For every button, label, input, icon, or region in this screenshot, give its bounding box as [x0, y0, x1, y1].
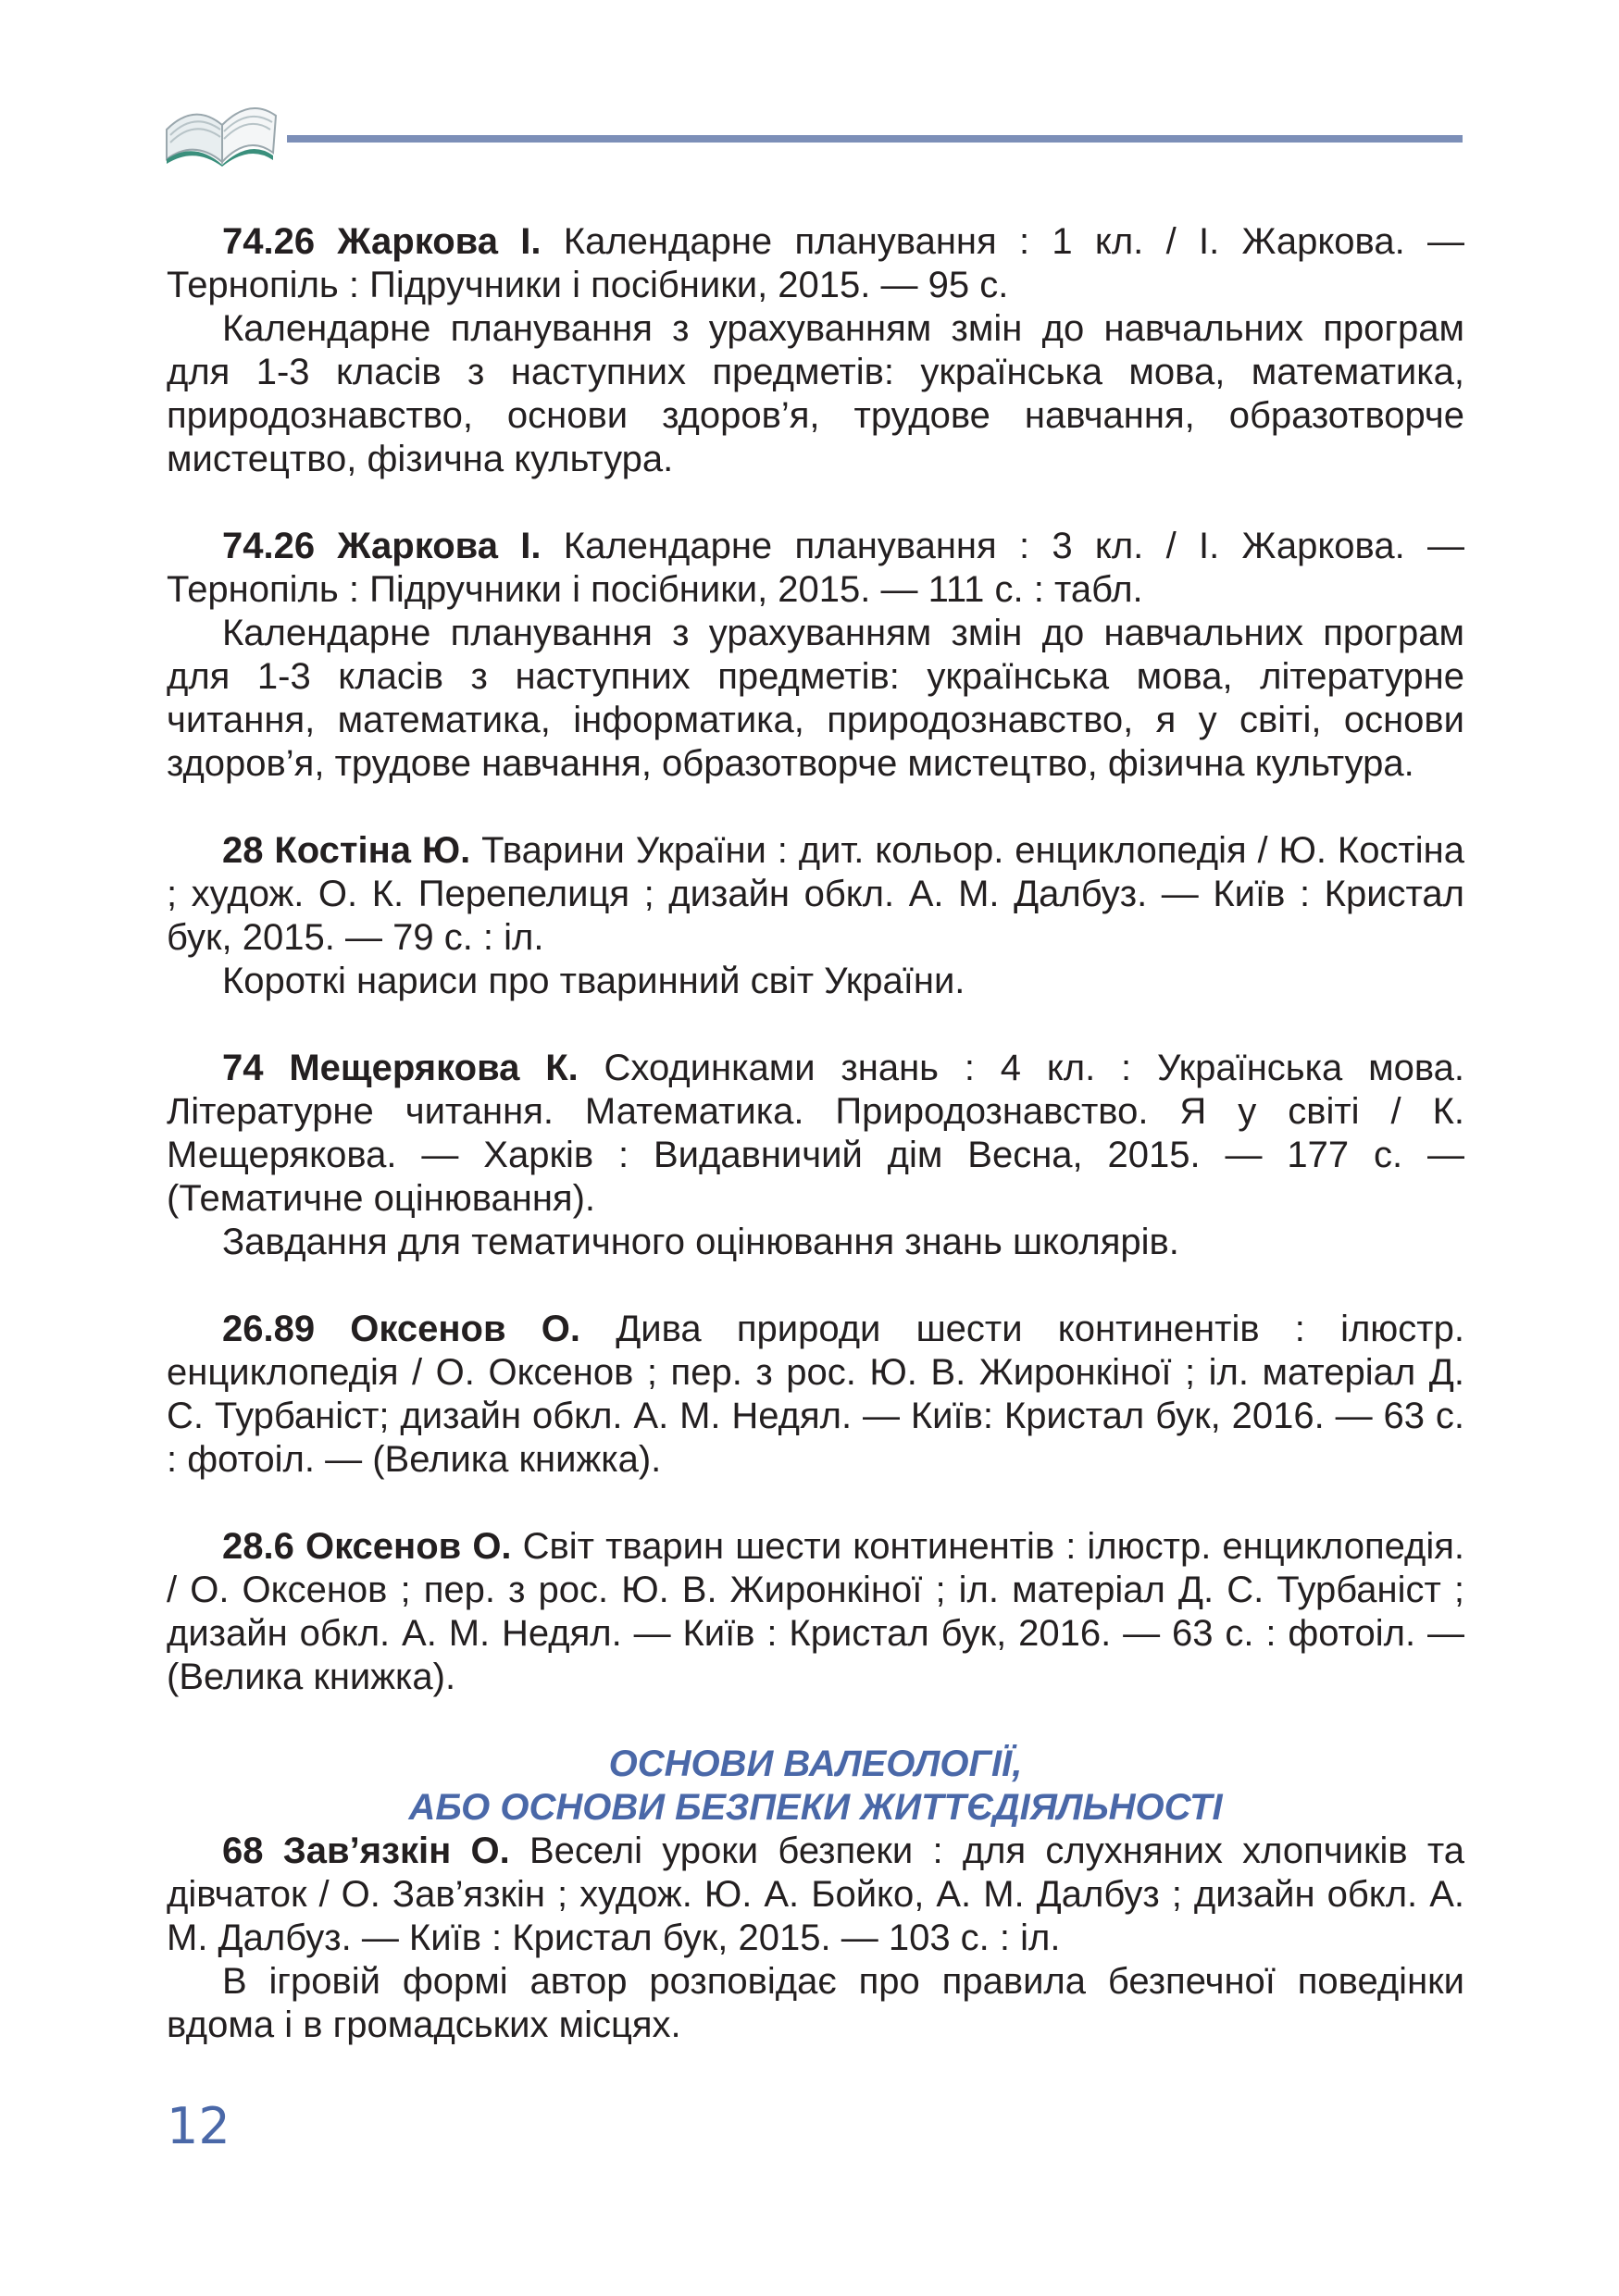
header-rule [287, 135, 1463, 143]
open-book-icon [157, 74, 282, 167]
section-heading-line1: ОСНОВИ ВАЛЕОЛОГІЇ, [608, 1744, 1023, 1784]
page-number: 12 [167, 2097, 230, 2155]
entry-annotation: Календарне планування з урахуванням змін до навчальних програм для 1-3 класів з наступних предметів: українська мова, математика, природознавство, основи здоров’я, трудове навчання, образотворче мистецтво, фізична культура. [167, 308, 1464, 479]
entry-author: Оксенов О. [305, 1526, 512, 1567]
entry-description: Календарне планування : 3 кл. / І. Жаркова. — Тернопіль : Підручники і посібники, 2015. — 111 с. : табл. [167, 526, 1464, 610]
entry-description: Тварини України : дит. кольор. енциклопедія / Ю. Костіна ; худож. О. К. Перепелиця ; дизайн обкл. А. М. Далбуз. — Київ : Кристал бук, 2015. — 79 с. : іл. [167, 830, 1464, 958]
catalog-entry [167, 220, 1464, 481]
entry-annotation: В ігровій формі автор розповідає про правила безпечної поведінки вдома і в громадських місцях. [167, 1961, 1464, 2045]
entry-author: Жаркова І. [337, 526, 542, 566]
entry-code: 74.26 [222, 526, 316, 566]
entry-annotation: Завдання для тематичного оцінювання знань школярів. [222, 1222, 1179, 1262]
entry-author: Костіна Ю. [274, 830, 471, 871]
catalog-entry [167, 1830, 1464, 2047]
entry-annotation: Календарне планування з урахуванням змін до навчальних програм для 1-3 класів з наступних предметів: українська мова, літературне читання, математика, інформатика, природознавство, я у світі, основи здоров’я, трудове навчання, образотворче мистецтво, фізична культура. [167, 613, 1464, 784]
entry-author: Зав’язкін О. [282, 1831, 510, 1871]
entry-code: 74 [222, 1048, 264, 1088]
entry-description: Сходинками знань : 4 кл. : Українська мова. Літературне читання. Математика. Природознавство. Я у світі / К. Мещерякова. — Харків : Видавничий дім Весна, 2015. — 177 с. — (Тематичне оцінювання). [167, 1048, 1464, 1219]
catalog-entry [167, 1047, 1464, 1264]
catalog-content [167, 220, 1464, 2091]
entry-description: Календарне планування : 1 кл. / І. Жаркова. — Тернопіль : Підручники і посібники, 2015. — 95 с. [167, 221, 1464, 305]
entry-author: Мещерякова К. [289, 1048, 579, 1088]
catalog-entry [167, 525, 1464, 786]
entry-description: Світ тварин шести континентів : ілюстр. енциклопедія. / О. Оксенов ; пер. з рос. Ю. В. Жиронкіної ; іл. матеріал Д. С. Турбаніст ; дизайн обкл. А. М. Недял. — Київ : Кристал бук, 2016. — 63 с. : фотоіл. — (Велика книжка). [167, 1526, 1464, 1697]
section-heading-line2: АБО ОСНОВИ БЕЗПЕКИ ЖИТТЄДІЯЛЬНОСТІ [408, 1787, 1223, 1828]
catalog-entry [167, 829, 1464, 1003]
entry-code: 74.26 [222, 221, 316, 262]
entry-author: Жаркова І. [337, 221, 542, 262]
entry-code: 28 [222, 830, 264, 871]
catalog-entry [167, 1308, 1464, 1482]
entry-description: Дива природи шести континентів : ілюстр. енциклопедія / О. Оксенов ; пер. з рос. Ю. В. Жиронкіної ; іл. матеріал Д. С. Турбаніст; дизайн обкл. А. М. Недял. — Київ: Кристал бук, 2016. — 63 с. : фотоіл. — (Велика книжка). [167, 1309, 1464, 1480]
entry-description: Веселі уроки безпеки : для слухняних хлопчиків та дівчаток / О. Зав’язкін ; худож. Ю. А. Бойко, А. М. Далбуз ; дизайн обкл. А. М. Далбуз. — Київ : Кристал бук, 2015. — 103 с. : іл. [167, 1831, 1464, 1958]
entry-code: 26.89 [222, 1309, 316, 1349]
entry-code: 28.6 [222, 1526, 294, 1567]
entry-annotation: Короткі нариси про тваринний світ України. [222, 961, 965, 1001]
entry-author: Оксенов О. [350, 1309, 580, 1349]
entry-code: 68 [222, 1831, 264, 1871]
catalog-entry [167, 1525, 1464, 1699]
